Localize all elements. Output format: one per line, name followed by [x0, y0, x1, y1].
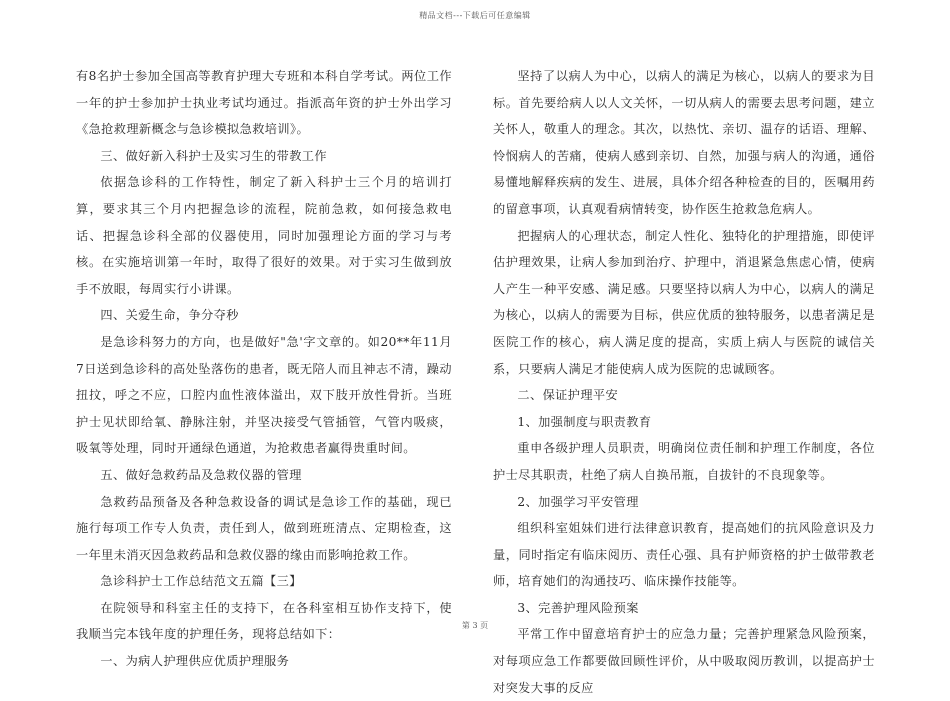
- section-heading: 五、做好急救药品及急救仪器的管理: [100, 467, 302, 482]
- article-title: 急诊科护士工作总结范文五篇【三】: [100, 574, 302, 589]
- paragraph: 组织科室姐妹们进行法律意识教育，提高她们的抗风险意识及力量，同时指定有临床阅历、责任心强、具有护师资格的护士做带教老师，培育她们的沟通技巧、临床操作技能等。: [493, 521, 875, 589]
- paragraph: 平常工作中留意培育护士的应急力量；完善护理紧急风险预案，对每项应急工作都要做回顾性评价，从中吸取阅历教训，以提高护士对突发大事的反应: [493, 627, 875, 695]
- subsection-heading: 1、加强制度与职责教育: [517, 414, 652, 429]
- paragraph: 依据急诊科的工作特性，制定了新入科护士三个月的培训打算，要求其三个月内把握急诊的流程，院前急救，如何接急救电话、把握急诊科全部的仪器使用，同时加强理论方面的学习与考核。在实施培训第一年时，取得了很好的效果。对于实习生做到放手不放眼，每周实行小讲课。: [76, 175, 452, 296]
- right-column: [493, 63, 875, 701]
- page-number: 第 3 页: [461, 621, 489, 630]
- paragraph: 急救药品预备及各种急救设备的调试是急诊工作的基础，现已施行每项工作专人负责，责任到人，做到班班清点、定期检查，这一年里未消灭因急救药品和急救仪器的缘由而影响抢救工作。: [76, 494, 452, 562]
- subsection-heading: 3、完善护理风险预案: [517, 600, 639, 615]
- page-header: 精品文档---下载后可任意编辑: [419, 11, 531, 20]
- section-heading: 二、保证护理平安: [517, 388, 619, 403]
- section-heading: 四、关爱生命，争分夺秒: [100, 308, 239, 323]
- left-column: [76, 63, 452, 675]
- paragraph: 坚持了以病人为中心，以病人的满足为核心，以病人的要求为目标。首先要给病人以人文关怀，一切从病人的需要去思考问题，建立关怀人，敬重人的理念。其次，以热忱、亲切、温存的话语、理解、怜悯病人的苦痛，使病人感到亲切、自然，加强与病人的沟通，通俗易懂地解释疾病的发生、进展，具体介绍各种检查的目的，医嘱用药的留意事项，认真观看病情转变，协作医生抢救急危病人。: [493, 69, 875, 216]
- paragraph: 把握病人的心理状态，制定人性化、独特化的护理措施，即使评估护理效果，让病人参加到治疗、护理中，消退紧急焦虑心情，使病人产生一种平安感、满足感。只要坚持以病人为中心，以病人的满足为核心，以病人的需要为目标，供应优质的独特服务，以患者满足是医院工作的核心，病人满足度的提高，实质上病人与医院的诚信关系，只要病人满足才能使病人成为医院的忠诚顾客。: [493, 228, 875, 376]
- section-heading: 一、为病人护理供应优质护理服务: [100, 654, 290, 669]
- paragraph: 在院领导和科室主任的支持下，在各科室相互协作支持下，使我顺当完本钱年度的护理任务，现将总结如下：: [76, 600, 452, 642]
- paragraph: 是急诊科努力的方向，也是做好"急'字文章的。如20**年11月7日送到急诊科的高处坠落伤的患者，既无陪人而且神志不清，躁动扭抆，呼之不应，口腔内血性液体溢出，双下肢开放性骨折。当班护士见状即给氧、静脉注射，并坚决接受气管插管，气管内吸痰，吸氧等处理，同时开通绿色通道，为抢救患者赢得贵重时间。: [76, 334, 452, 456]
- subsection-heading: 2、加强学习平安管理: [517, 494, 639, 509]
- paragraph: 有8名护士参加全国高等教育护理大专班和本科自学考试。两位工作一年的护士参加护士执业考试均通过。指派高年资的护士外出学习《急抢救理新概念与急诊模拟急救培训》。: [76, 69, 452, 137]
- paragraph: 重申各级护理人员职责，明确岗位责任制和护理工作制度，各位护士尽其职责，杜绝了病人自换吊瓶，自拔针的不良现象等。: [493, 441, 875, 482]
- section-heading: 三、做好新入科护士及实习生的带教工作: [100, 148, 327, 163]
